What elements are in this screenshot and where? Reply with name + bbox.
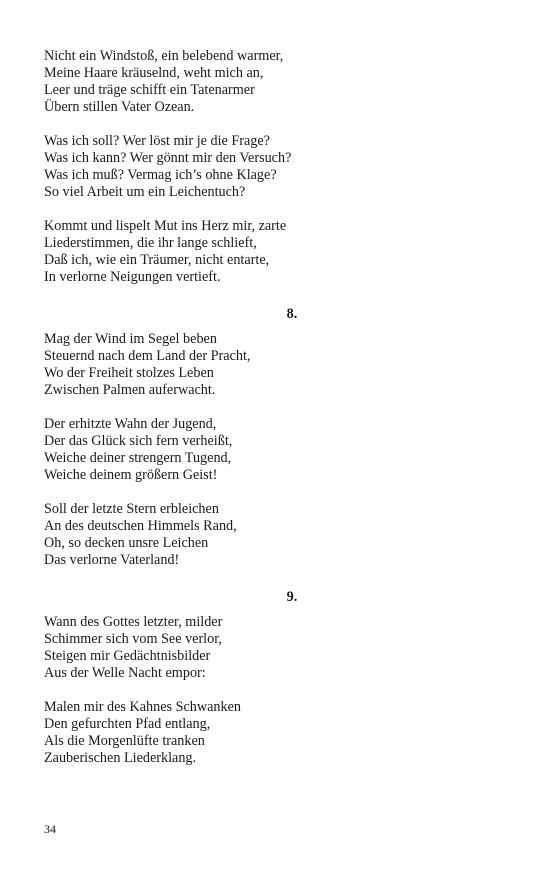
verse-line: Daß ich, wie ein Träumer, nicht entarte, — [44, 252, 270, 268]
verse-line: Was ich soll? Wer löst mir je die Frage? — [44, 133, 270, 149]
poem-section-7-continued — [44, 48, 504, 286]
verse-line: Als die Morgenlüfte tranken — [44, 733, 205, 749]
verse-line: Das verlorne Vaterland! — [44, 552, 180, 568]
verse-line: Zwischen Palmen auferwacht. — [44, 382, 216, 398]
verse-line: Leer und träge schifft ein Tatenarmer — [44, 82, 255, 98]
verse-line: Wo der Freiheit stolzes Leben — [44, 365, 214, 381]
verse-line: Mag der Wind im Segel beben — [44, 331, 217, 347]
stanza — [44, 501, 504, 569]
verse-line: Steigen mir Gedächtnisbilder — [44, 648, 211, 664]
verse-line: Weiche deinem größern Geist! — [44, 467, 218, 483]
verse-line: An des deutschen Himmels Rand, — [44, 518, 237, 534]
stanza — [44, 416, 504, 484]
stanza — [44, 218, 504, 286]
verse-line: Was ich muß? Vermag ich’s ohne Klage? — [44, 167, 277, 183]
verse-line: Meine Haare kräuselnd, weht mich an, — [44, 65, 264, 81]
stanza — [44, 699, 504, 767]
section-number: 9. — [286, 589, 298, 605]
verse-line: Wann des Gottes letzter, milder — [44, 614, 223, 630]
verse-line: Der das Glück sich fern verheißt, — [44, 433, 233, 449]
verse-line: Soll der letzte Stern erbleichen — [44, 501, 219, 517]
verse-line: Steuernd nach dem Land der Pracht, — [44, 348, 251, 364]
verse-line: Was ich kann? Wer gönnt mir den Versuch? — [44, 150, 292, 166]
section-number: 8. — [286, 306, 298, 322]
verse-line: Zauberischen Liederklang. — [44, 750, 197, 766]
verse-line: So viel Arbeit um ein Leichentuch? — [44, 184, 246, 200]
stanza — [44, 133, 504, 201]
verse-line: Der erhitzte Wahn der Jugend, — [44, 416, 217, 432]
verse-line: Übern stillen Vater Ozean. — [44, 99, 195, 115]
verse-line: Liederstimmen, die ihr lange schlieft, — [44, 235, 257, 251]
verse-line: Schimmer sich vom See verlor, — [44, 631, 222, 647]
verse-line: Weiche deiner strengern Tugend, — [44, 450, 232, 466]
verse-line: Malen mir des Kahnes Schwanken — [44, 699, 241, 715]
poem-section-8 — [44, 306, 504, 569]
verse-line: Den gefurchten Pfad entlang, — [44, 716, 211, 732]
verse-line: In verlorne Neigungen vertieft. — [44, 269, 221, 285]
stanza — [44, 48, 504, 116]
page-number: 34 — [44, 822, 56, 836]
verse-line: Kommt und lispelt Mut ins Herz mir, zarte — [44, 218, 287, 234]
stanza — [44, 614, 504, 682]
verse-line: Oh, so decken unsre Leichen — [44, 535, 209, 551]
poem-body — [44, 48, 504, 784]
verse-line: Aus der Welle Nacht empor: — [44, 665, 206, 681]
poem-section-9 — [44, 589, 504, 767]
verse-line: Nicht ein Windstoß, ein belebend warmer, — [44, 48, 284, 64]
stanza — [44, 331, 504, 399]
